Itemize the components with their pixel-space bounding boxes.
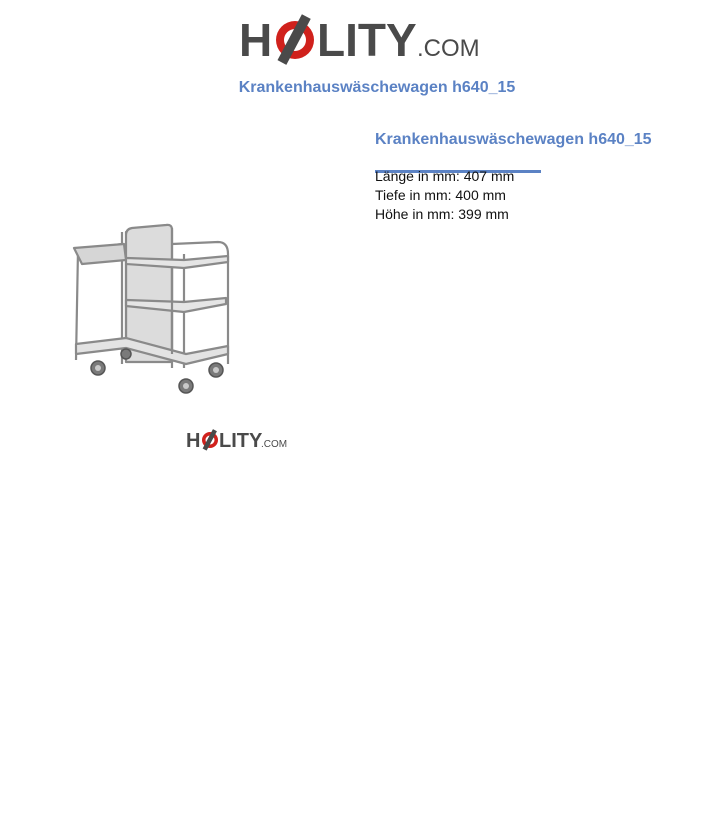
logo-word: LITY	[317, 14, 417, 66]
logo-suffix: .COM	[417, 35, 480, 62]
product-title: Krankenhauswäschewagen h640_15	[375, 131, 652, 148]
holity-logo-small	[186, 427, 288, 451]
spec-length: Länge in mm: 407 mm	[375, 168, 515, 184]
spec-list	[375, 167, 514, 224]
spec-depth: Tiefe in mm: 400 mm	[375, 187, 506, 203]
logo-small-suffix: .COM	[261, 439, 288, 450]
spec-height: Höhe in mm: 399 mm	[375, 206, 509, 222]
logo-small-word: LITY	[219, 430, 263, 451]
laundry-trolley-icon	[14, 132, 312, 408]
logo-small-letter-h: H	[186, 430, 201, 451]
logo-letter-h: H	[239, 14, 273, 66]
logo-o-mark	[276, 14, 314, 65]
logo-small-o-mark	[202, 429, 218, 451]
page-title: Krankenhauswäschewagen h640_15	[238, 79, 516, 96]
holity-logo	[239, 10, 483, 66]
